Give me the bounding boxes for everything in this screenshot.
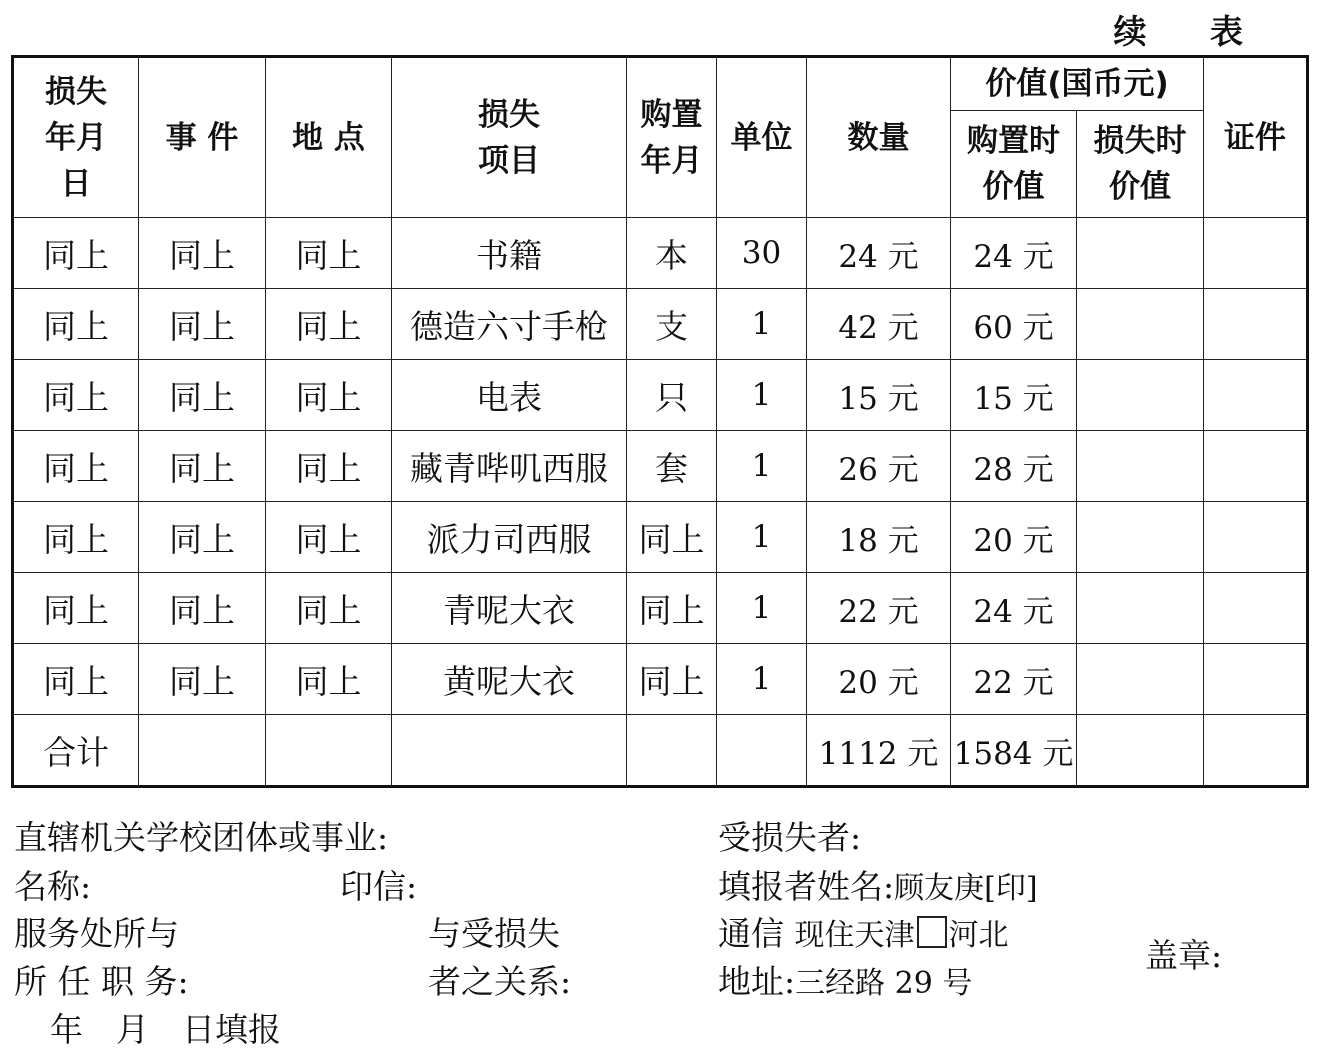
cell-unit: 1 [717,573,807,644]
cell-loss-value [1077,644,1204,715]
table-row [13,644,1308,715]
cell-loss-value [1077,502,1204,573]
cell-unit: 1 [717,502,807,573]
cell-place: 同上 [266,360,392,431]
cell-cert [1204,644,1308,715]
header-unit: 单位 [717,57,807,218]
footer-relation-label-b: 者之关系: [428,962,572,1001]
total-purchase-value: 1584 元 [951,715,1077,787]
cell-cert [1204,573,1308,644]
cell-cert [1204,218,1308,289]
cell-cert [1204,502,1308,573]
reporter-label: 填报者姓名: [718,867,895,906]
header-loss-item: 损失项目 [392,57,627,218]
footer-reporter [718,861,1038,908]
cell-purchase-value: 20 元 [951,502,1077,573]
address-value: 三经路 29 号 [795,966,973,1001]
header-value-at-purchase: 购置时价值 [951,111,1077,218]
loss-report-table [11,55,1309,788]
cell-date: 同上 [13,502,139,573]
cell-date: 同上 [13,360,139,431]
cell-qty: 20 元 [807,644,951,715]
cell-qty: 24 元 [807,218,951,289]
total-empty-cell [139,715,266,787]
cell-unit: 1 [717,360,807,431]
cell-event: 同上 [139,431,266,502]
cell-purchase: 只 [627,360,717,431]
total-empty-cell [1204,715,1308,787]
footer-contact [718,908,1009,955]
cell-cert [1204,360,1308,431]
table-row [13,431,1308,502]
cell-place: 同上 [266,431,392,502]
cell-purchase-value: 15 元 [951,360,1077,431]
cell-event: 同上 [139,360,266,431]
cell-purchase: 同上 [627,644,717,715]
cell-qty: 22 元 [807,573,951,644]
footer-position-label: 所 任 职 务: [14,962,189,1001]
cell-place: 同上 [266,502,392,573]
header-certificate: 证件 [1204,57,1308,218]
cell-loss-value [1077,218,1204,289]
cell-event: 同上 [139,289,266,360]
header-loss-date: 损失年月日 [13,57,139,218]
cell-place: 同上 [266,289,392,360]
continued-label: 续 表 [1113,12,1269,51]
contact-value-b: 河北 [948,918,1009,953]
table-row [13,289,1308,360]
cell-qty: 26 元 [807,431,951,502]
table-row [13,573,1308,644]
header-value-at-loss: 损失时价值 [1077,111,1204,218]
table-body [13,218,1308,787]
footer-seal-label: 印信: [340,867,418,906]
cell-unit: 1 [717,289,807,360]
footer-victim-label: 受损失者: [718,818,862,857]
cell-loss-value [1077,360,1204,431]
header-purchase-date: 购置年月 [627,57,717,218]
cell-place: 同上 [266,573,392,644]
table-row [13,502,1308,573]
total-empty-cell [1077,715,1204,787]
table-row [13,360,1308,431]
total-empty-cell [627,715,717,787]
cell-purchase: 本 [627,218,717,289]
footer-name-label: 名称: [14,867,92,906]
cell-item: 书籍 [392,218,627,289]
cell-item: 德造六寸手枪 [392,289,627,360]
total-qty: 1112 元 [807,715,951,787]
footer-relation-label-a: 与受损失 [428,914,560,953]
header-quantity: 数量 [807,57,951,218]
cell-unit: 1 [717,644,807,715]
cell-purchase: 支 [627,289,717,360]
header-value-group: 价值(国币元) [951,57,1204,111]
cell-date: 同上 [13,644,139,715]
cell-place: 同上 [266,644,392,715]
cell-purchase: 同上 [627,502,717,573]
footer-agency-label: 直辖机关学校团体或事业: [14,818,389,857]
cell-cert [1204,289,1308,360]
footer-stamp-label: 盖章: [1145,936,1223,975]
cell-purchase-value: 28 元 [951,431,1077,502]
cell-unit: 1 [717,431,807,502]
cell-purchase: 套 [627,431,717,502]
cell-loss-value [1077,431,1204,502]
cell-loss-value [1077,289,1204,360]
cell-item: 派力司西服 [392,502,627,573]
total-row [13,715,1308,787]
footer-date-line: 年 月 日填报 [50,1010,281,1049]
contact-label: 通信 [718,914,784,953]
address-label: 地址: [718,962,796,1001]
total-empty-cell [266,715,392,787]
cell-cert [1204,431,1308,502]
cell-date: 同上 [13,289,139,360]
cell-item: 电表 [392,360,627,431]
cell-place: 同上 [266,218,392,289]
cell-event: 同上 [139,644,266,715]
cell-purchase-value: 24 元 [951,218,1077,289]
cell-date: 同上 [13,218,139,289]
header-location: 地 点 [266,57,392,218]
reporter-value: 顾友庚[印] [894,871,1038,906]
footer-address [718,956,972,1003]
cell-qty: 42 元 [807,289,951,360]
illegible-char-box [917,916,947,948]
cell-purchase-value: 22 元 [951,644,1077,715]
cell-item: 黄呢大衣 [392,644,627,715]
cell-loss-value [1077,573,1204,644]
cell-event: 同上 [139,573,266,644]
total-empty-cell [392,715,627,787]
footer-workplace-label: 服务处所与 [14,914,179,953]
header-event: 事 件 [139,57,266,218]
cell-purchase: 同上 [627,573,717,644]
cell-purchase-value: 60 元 [951,289,1077,360]
cell-event: 同上 [139,502,266,573]
total-empty-cell [717,715,807,787]
table-row [13,218,1308,289]
cell-qty: 18 元 [807,502,951,573]
cell-item: 青呢大衣 [392,573,627,644]
cell-purchase-value: 24 元 [951,573,1077,644]
cell-qty: 15 元 [807,360,951,431]
cell-item: 藏青哔叽西服 [392,431,627,502]
cell-unit: 30 [717,218,807,289]
total-label: 合计 [13,715,139,787]
cell-date: 同上 [13,431,139,502]
cell-event: 同上 [139,218,266,289]
contact-value-a: 现住天津 [794,918,915,953]
cell-date: 同上 [13,573,139,644]
